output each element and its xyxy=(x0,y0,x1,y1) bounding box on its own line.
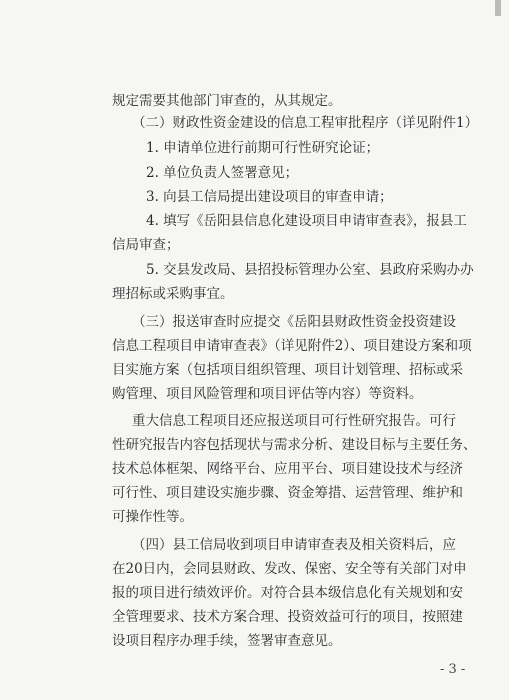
body-line: 可行性、项目建设实施步骤、资金筹措、运营管理、维护和 xyxy=(112,485,463,501)
list-item-5-cont: 理招标或采购事宜。 xyxy=(112,286,234,302)
section-heading-4: （四）县工信局收到项目申请审查表及相关资料后，应 xyxy=(132,537,456,553)
list-item-4: 4. 填写《岳阳县信息化建设项目申请审查表》，报县工 xyxy=(146,213,467,229)
body-line: 购管理、项目风险管理和项目评估等内容）等资料。 xyxy=(112,386,423,402)
body-line: 目实施方案（包括项目组织管理、项目计划管理、招标或采 xyxy=(112,362,463,378)
body-line: 技术总体框架、网络平台、应用平台、项目建设技术与经济 xyxy=(112,461,463,477)
list-item-5: 5. 交县发改局、县招投标管理办公室、县政府采购办办 xyxy=(146,262,474,278)
list-item-3: 3. 向县工信局提出建设项目的审查申请； xyxy=(146,189,393,205)
body-line: 全管理要求、技术方案合理、投资效益可行的项目，按照建 xyxy=(112,609,463,625)
body-line: 规定需要其他部门审查的，从其规定。 xyxy=(112,93,342,109)
list-item-1: 1. 申请单位进行前期可行性研究论证； xyxy=(146,140,380,156)
body-line: 在20日内，会同县财政、发改、保密、安全等有关部门对申 xyxy=(112,561,467,577)
body-line: 设项目程序办理手续，签署审查意见。 xyxy=(112,633,342,649)
body-line: 信息工程项目申请审查表》（详见附件2）、项目建设方案和项 xyxy=(112,338,472,354)
body-line: 报的项目进行绩效评价。对符合县本级信息化有关规划和安 xyxy=(112,585,463,601)
page-number: - 3 - xyxy=(440,662,466,677)
body-line: 可操作性等。 xyxy=(112,509,193,525)
body-line: 性研究报告内容包括现状与需求分析、建设目标与主要任务、 xyxy=(112,437,477,453)
list-item-4-cont: 信局审查； xyxy=(112,237,180,253)
list-item-2: 2. 单位负责人签署意见； xyxy=(146,165,299,181)
section-heading-3: （三）报送审查时应提交《岳阳县财政性资金投资建设 xyxy=(132,314,456,330)
paragraph-start: 重大信息工程项目还应报送项目可行性研究报告。可行 xyxy=(132,413,456,429)
section-heading-2: （二）财政性资金建设的信息工程审批程序（详见附件1） xyxy=(132,115,479,131)
